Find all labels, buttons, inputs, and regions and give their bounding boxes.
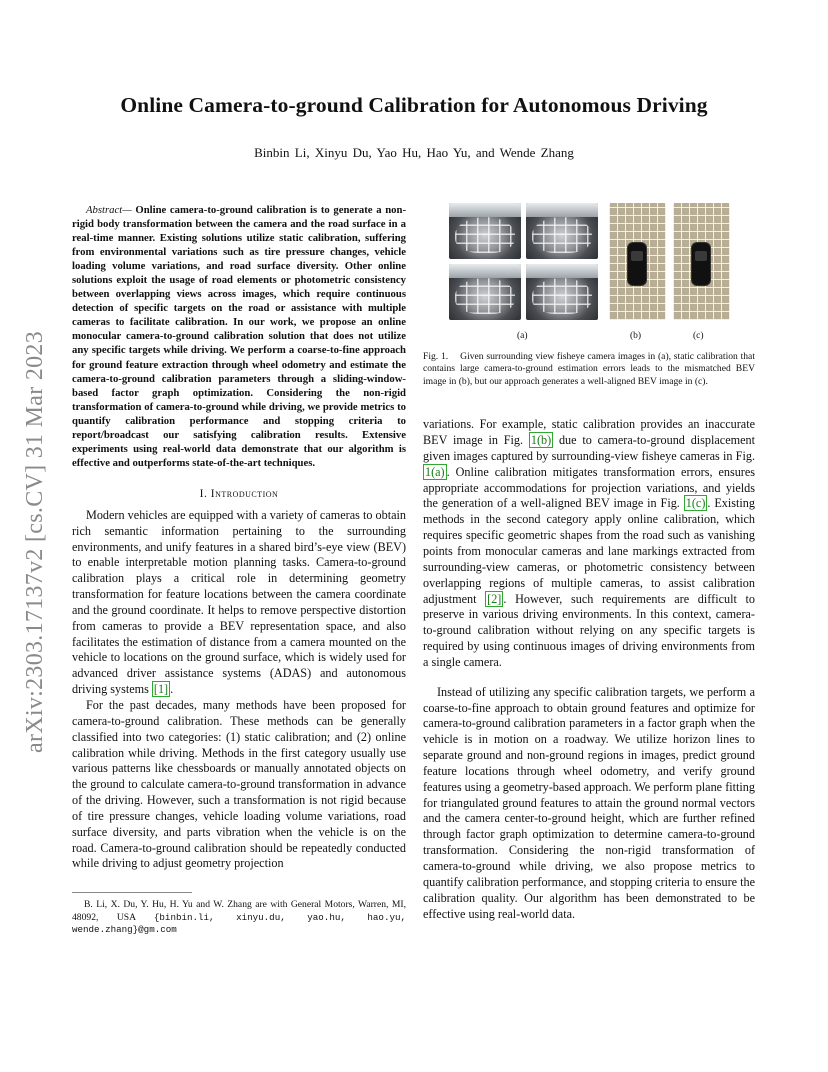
citation-link-2[interactable]: [2] [487, 591, 502, 606]
figure-link-1b[interactable]: 1(b) [530, 433, 552, 448]
left-column [72, 203, 406, 937]
paper-title: Online Camera-to-ground Calibration for Autonomous Driving [120, 93, 708, 117]
abstract-text: Online camera-to-ground calibration is to generate a non-rigid body transformation between the camera and the road surface in a real-time manner. Existing solutions utilize static calibration, suffering from environmental variations such as tire pressure changes, vehicle loading volume variations, and road surface diversity. Other online solutions exploit the usage of road elements or photometric consistency between overlapping views across images, which require continuous detection of specific targets on the road or assistance with multiple cameras to facilitate calibration. In our work, we propose an online monocular camera-to-ground calibration solution that does not utilize any specific targets while driving. We perform a coarse-to-fine approach for ground feature extraction through wheel odometry and estimate the camera-to-ground calibration parameters through a sliding-window-based factor graph optimization. Considering the non-rigid transformation of camera-to-ground while driving, we provide metrics to quantify calibration performance and stopping criteria to report/broadcast our satisfying calibration results. Extensive experiments using real-world data demonstrate that our algorithm is effective and outperforms state-of-the-art techniques. [72, 204, 406, 469]
label-a: (a) [517, 331, 528, 341]
section-heading-introduction [72, 488, 406, 500]
figure-caption [423, 351, 755, 388]
fisheye-image-rear [526, 264, 598, 320]
intro-paragraph-2: For the past decades, many methods have been proposed for camera-to-ground calibration. These methods can be generally classified into two categories: (1) static calibration; and (2) online calibration while driving. Methods in the first category usually use various patterns like chessboards or manually annotated objects on the ground to calculate camera-to-ground transformation in advance of the driving. However, such a transformation is not rigid because of tire pressure changes, vehicle loading volume variations, road surface diversity, and parts vibration when the vehicle is on the road. Camera-to-ground calibration should be repeatedly conducted while driving to adjust geometry projection [72, 698, 406, 871]
right-p1-b: due to camera-to-ground displacement given images captured by surrounding-view fisheye cameras in Fig. [423, 433, 755, 463]
label-c: (c) [693, 331, 704, 341]
abstract-lead: Abstract— [86, 204, 132, 216]
figure-1 [423, 203, 755, 345]
citation-link[interactable]: [1] [153, 682, 169, 697]
caption-number: Fig. 1. [423, 351, 449, 362]
figure-link-1c[interactable]: 1(c) [685, 496, 706, 511]
right-paragraph-1 [423, 417, 755, 671]
footnote-text: B. Li, X. Du, Y. Hu, H. Yu and W. Zhang are with General Motors, Warren, MI, 48092, USA [72, 899, 406, 923]
bev-image-ours [673, 203, 730, 320]
intro-paragraph-1 [72, 508, 406, 698]
section-name: Introduction [210, 487, 279, 500]
right-p1-c: . Online calibration mitigates transformation errors, ensures appropriate accommodations for projection variations, and yields the generation of a well-aligned BEV image in Fig. [423, 464, 755, 511]
right-p1-a: variations. For example, static calibration provides an inaccurate BEV image in Fig. [423, 417, 755, 448]
author-footnote [72, 899, 406, 936]
intro-p1-end: . [170, 682, 174, 697]
figure-link-1a[interactable]: 1(a) [425, 464, 445, 479]
bev-image-static [609, 203, 666, 320]
arxiv-watermark: arXiv:2303.17137v2 [cs.CV] 31 Mar 2023 [22, 330, 48, 753]
footnote-emails: {binbin.li, xinyu.du, yao.hu, hao.yu, wende.zhang}@gm.com [72, 911, 406, 936]
right-p1-e: . However, such requirements are difficult to preserve in various driving environments. In this context, camera-to-ground calibration without relying on any specific targets is required by using continuous images of driving environments from a single camera. [423, 591, 755, 669]
section-number: I. [199, 487, 211, 500]
fisheye-image-left [526, 203, 598, 259]
caption-text: Given surrounding view fisheye camera images in (a), static calibration that contains large camera-to-ground estimation errors leads to the mismatched BEV image in (b), but our approach generates a well-aligned BEV image in (c). [423, 351, 755, 387]
right-p1-d: . Existing methods in the second category apply online calibration, which requires specific geometric shapes from the road such as vanishing points from monocular cameras and lane markings extracted from surrounding-view cameras, or photometric consistency between overlapping regions of multiple cameras, to assist calibration adjustment [423, 496, 755, 606]
right-column [423, 203, 755, 922]
intro-p1-text: Modern vehicles are equipped with a variety of cameras to obtain rich semantic information pertaining to the surrounding environments, and unify features in a shared bird’s-eye view (BEV) to enable interpretable motion planning tasks. Camera-to-ground calibration plays a critical role in determining geometry transformation for feature locations between the camera coordinate and the ground coordinate. It helps to remove perspective distortion from cameras to provide a BEV representation space, and also facilitates the estimation of distance from a camera mounted on the vehicle to locations on the ground surface, which is widely used for advanced driver assistance systems (ADAS) and autonomous driving systems [72, 507, 406, 697]
fisheye-image-front [449, 203, 521, 259]
right-paragraph-2: Instead of utilizing any specific calibration targets, we perform a coarse-to-fine approach to obtain ground features and optimize for camera-to-ground calibration parameters in a factor graph when the vehicle is in motion on a roadway. We utilize horizon lines to separate ground and non-ground regions in images, predict ground feature locations through wheel odometry, and verify ground features using a geometry-based approach. We perform plane fitting for triangulated ground features to attain the ground normal vectors and the camera center-to-ground height, which are further refined through factor graph optimization to determine camera-to-ground transformation. Considering the non-rigid transformation of camera-to-ground while driving, we also propose metrics to quantify calibration performance, and stopping criteria to ensure the calibration quality. Our algorithm has been demonstrated to be effective using real-world data. [423, 684, 755, 921]
label-b: (b) [630, 331, 642, 341]
author-list: Binbin Li, Xinyu Du, Yao Hu, Hao Yu, and Wende Zhang [254, 145, 574, 160]
fisheye-image-right [449, 264, 521, 320]
abstract [72, 203, 406, 470]
footnote-divider [72, 892, 192, 893]
